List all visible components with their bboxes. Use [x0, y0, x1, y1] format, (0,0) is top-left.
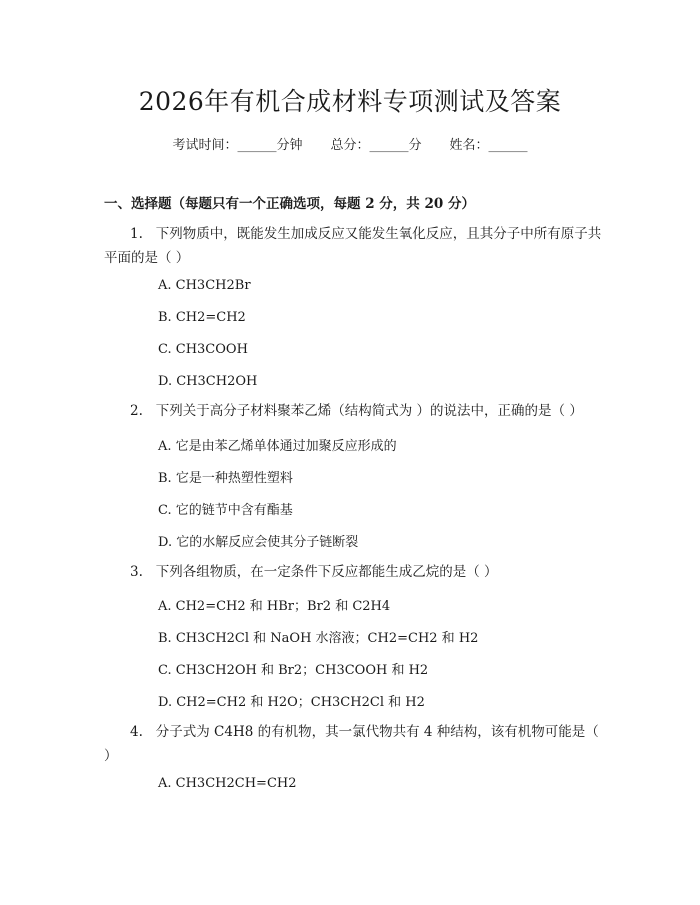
question-1-option-d: D. CH3CH2OH [158, 374, 258, 389]
total-score-field: 总分：______分 [330, 138, 422, 153]
question-3 [104, 560, 604, 584]
question-1-option-a: A. CH3CH2Br [158, 278, 251, 293]
question-text: 分子式为 C4H8 的有机物，其一氯代物共有 4 种结构，该有机物可能是（ ） [104, 724, 599, 764]
question-1 [104, 222, 604, 270]
question-number: 2. [130, 403, 143, 419]
document-title: 2026年有机合成材料专项测试及答案 [138, 87, 562, 116]
question-3-option-b: B. CH3CH2Cl 和 NaOH 水溶液；CH2=CH2 和 H2 [158, 631, 479, 646]
question-text: 下列关于高分子材料聚苯乙烯（结构简式为 ）的说法中，正确的是（ ） [155, 403, 583, 419]
question-2-option-c: C. 它的链节中含有酯基 [158, 503, 293, 518]
question-1-option-c: C. CH3COOH [158, 342, 248, 357]
question-2-option-d: D. 它的水解反应会使其分子链断裂 [158, 535, 359, 550]
question-text: 下列各组物质，在一定条件下反应都能生成乙烷的是（ ） [155, 564, 498, 580]
exam-info-line [0, 134, 700, 153]
question-2 [104, 399, 604, 423]
question-number: 1. [130, 226, 143, 242]
question-text: 下列物质中，既能发生加成反应又能发生氧化反应，且其分子中所有原子共平面的是（ ） [104, 226, 602, 266]
student-name-field: 姓名：______ [449, 138, 528, 153]
question-2-option-a: A. 它是由苯乙烯单体通过加聚反应形成的 [158, 439, 397, 454]
question-number: 3. [130, 564, 143, 580]
question-number: 4. [130, 724, 143, 740]
question-4 [104, 720, 604, 768]
question-3-option-c: C. CH3CH2OH 和 Br2；CH3COOH 和 H2 [158, 663, 429, 678]
question-3-option-a: A. CH2=CH2 和 HBr；Br2 和 C2H4 [158, 599, 391, 614]
exam-time-field: 考试时间：______分钟 [172, 138, 303, 153]
question-2-option-b: B. 它是一种热塑性塑料 [158, 471, 293, 486]
question-3-option-d: D. CH2=CH2 和 H2O；CH3CH2Cl 和 H2 [158, 695, 425, 710]
question-4-option-a: A. CH3CH2CH=CH2 [158, 776, 297, 791]
question-1-option-b: B. CH2=CH2 [158, 310, 246, 325]
section-heading: 一、选择题（每题只有一个正确选项，每题 2 分，共 20 分） [104, 196, 475, 212]
